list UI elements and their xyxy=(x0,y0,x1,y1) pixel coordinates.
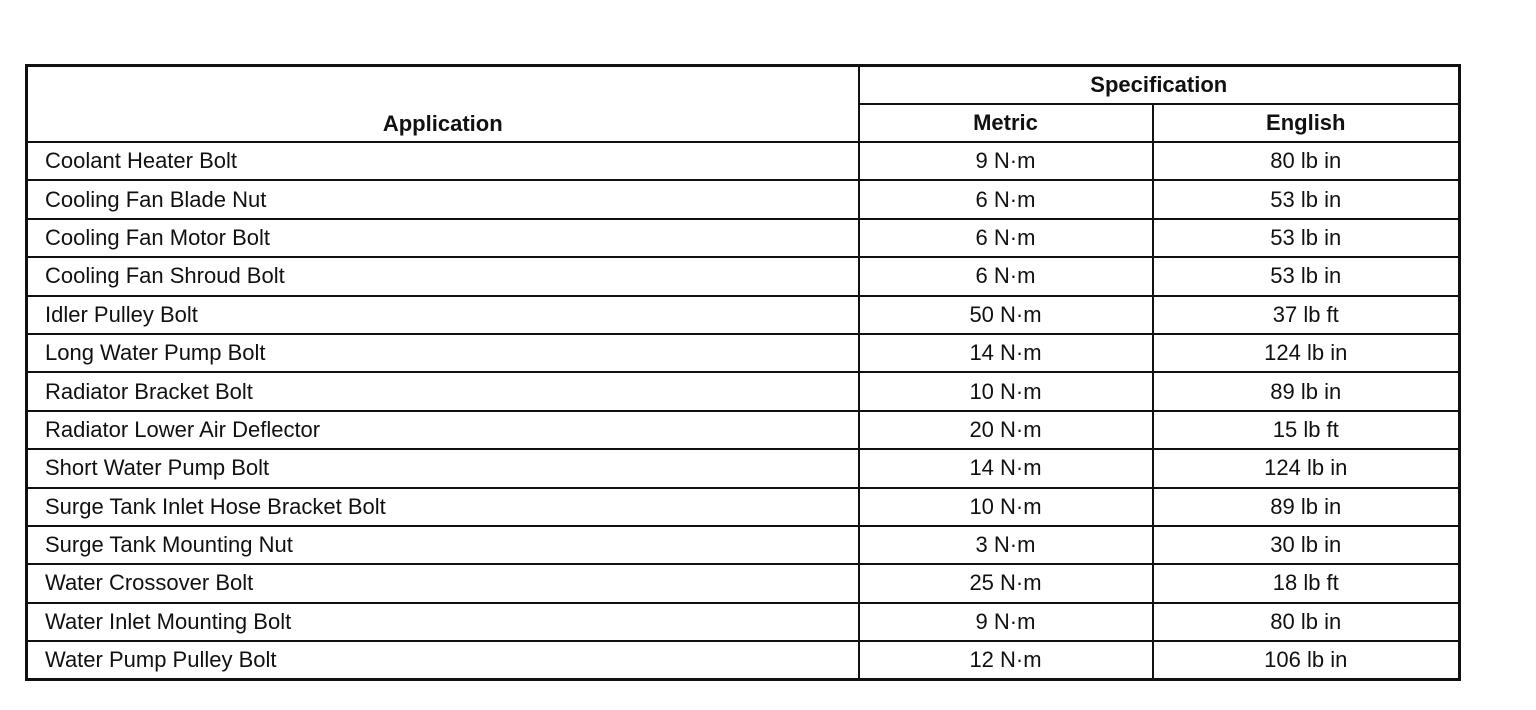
specification-header: Specification xyxy=(859,66,1460,105)
application-cell: Radiator Lower Air Deflector xyxy=(27,411,859,449)
application-cell: Surge Tank Inlet Hose Bracket Bolt xyxy=(27,488,859,526)
english-header: English xyxy=(1153,104,1460,142)
metric-cell: 14 N·m xyxy=(859,334,1153,372)
metric-cell: 6 N·m xyxy=(859,180,1153,218)
metric-cell: 6 N·m xyxy=(859,257,1153,295)
english-cell: 80 lb in xyxy=(1153,142,1460,180)
english-cell: 89 lb in xyxy=(1153,488,1460,526)
metric-cell: 10 N·m xyxy=(859,372,1153,410)
metric-cell: 10 N·m xyxy=(859,488,1153,526)
metric-cell: 14 N·m xyxy=(859,449,1153,487)
metric-cell: 9 N·m xyxy=(859,142,1153,180)
table-row xyxy=(27,142,1460,180)
table-row xyxy=(27,526,1460,564)
english-cell: 53 lb in xyxy=(1153,219,1460,257)
english-cell: 18 lb ft xyxy=(1153,564,1460,602)
application-cell: Water Pump Pulley Bolt xyxy=(27,641,859,680)
table-row xyxy=(27,603,1460,641)
table-row xyxy=(27,257,1460,295)
application-cell: Short Water Pump Bolt xyxy=(27,449,859,487)
metric-cell: 12 N·m xyxy=(859,641,1153,680)
application-cell: Coolant Heater Bolt xyxy=(27,142,859,180)
application-cell: Idler Pulley Bolt xyxy=(27,296,859,334)
table-row xyxy=(27,641,1460,680)
application-cell: Cooling Fan Motor Bolt xyxy=(27,219,859,257)
table-row xyxy=(27,219,1460,257)
table-row xyxy=(27,411,1460,449)
table-row xyxy=(27,564,1460,602)
table-row xyxy=(27,180,1460,218)
english-cell: 106 lb in xyxy=(1153,641,1460,680)
english-cell: 15 lb ft xyxy=(1153,411,1460,449)
table-row xyxy=(27,334,1460,372)
fastener-specification-table xyxy=(25,64,1461,681)
metric-cell: 20 N·m xyxy=(859,411,1153,449)
table-row xyxy=(27,296,1460,334)
application-cell: Surge Tank Mounting Nut xyxy=(27,526,859,564)
metric-cell: 9 N·m xyxy=(859,603,1153,641)
metric-cell: 6 N·m xyxy=(859,219,1153,257)
application-cell: Water Inlet Mounting Bolt xyxy=(27,603,859,641)
metric-header: Metric xyxy=(859,104,1153,142)
english-cell: 37 lb ft xyxy=(1153,296,1460,334)
application-cell: Cooling Fan Shroud Bolt xyxy=(27,257,859,295)
metric-cell: 25 N·m xyxy=(859,564,1153,602)
application-cell: Cooling Fan Blade Nut xyxy=(27,180,859,218)
application-cell: Radiator Bracket Bolt xyxy=(27,372,859,410)
application-cell: Water Crossover Bolt xyxy=(27,564,859,602)
english-cell: 53 lb in xyxy=(1153,257,1460,295)
english-cell: 124 lb in xyxy=(1153,449,1460,487)
metric-cell: 3 N·m xyxy=(859,526,1153,564)
english-cell: 80 lb in xyxy=(1153,603,1460,641)
metric-cell: 50 N·m xyxy=(859,296,1153,334)
english-cell: 89 lb in xyxy=(1153,372,1460,410)
application-header: Application xyxy=(27,66,859,143)
english-cell: 124 lb in xyxy=(1153,334,1460,372)
english-cell: 53 lb in xyxy=(1153,180,1460,218)
table-row xyxy=(27,372,1460,410)
table-row xyxy=(27,449,1460,487)
table-row xyxy=(27,488,1460,526)
application-cell: Long Water Pump Bolt xyxy=(27,334,859,372)
english-cell: 30 lb in xyxy=(1153,526,1460,564)
